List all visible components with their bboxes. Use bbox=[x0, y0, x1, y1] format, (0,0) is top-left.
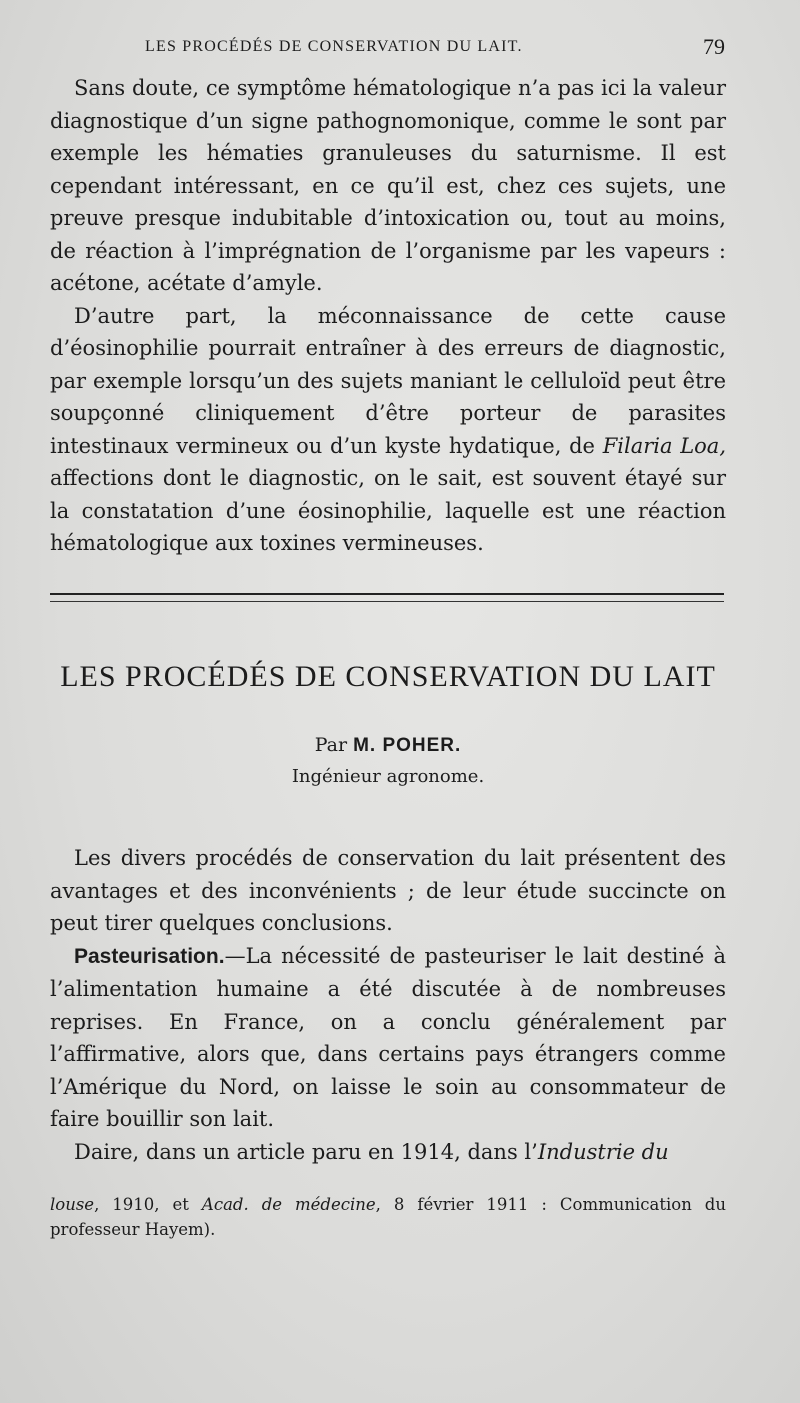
running-title: LES PROCÉDÉS DE CONSERVATION DU LAIT. bbox=[145, 38, 523, 55]
footnote-italic: Acad. de médecine bbox=[201, 1195, 376, 1214]
divider-thick-rule bbox=[50, 593, 724, 595]
running-head bbox=[145, 34, 725, 59]
paragraph bbox=[50, 300, 726, 560]
page-number: 79 bbox=[703, 34, 725, 59]
paragraph-text: —La nécessité de pasteuriser le lait destiné à l’alimentation humaine a été discutée à de nombreuses reprises. En France, on a conclu généralement par l’affirmative, alors que, dans certains pays étrangers comme l’Amérique du Nord, on laisse le soin au consommateur de faire bouillir son lait. bbox=[50, 943, 726, 1131]
footnote-run: , 8 février 1911 : Communication du professeur Hayem). bbox=[50, 1195, 727, 1239]
paragraph-text: Daire, dans un article paru en 1914, dans l’ bbox=[74, 1139, 538, 1164]
footnote-run: , 1910, et bbox=[94, 1195, 202, 1214]
divider-thin-rule bbox=[50, 601, 724, 602]
italic-term: Filaria Loa, bbox=[602, 433, 726, 458]
paragraph-text: affections dont le diagnostic, on le sait, est souvent étayé sur la constatation d’une éosinophilie, laquelle est une réaction hématologique aux toxines vermineuses. bbox=[50, 466, 726, 555]
byline-prefix: Par bbox=[314, 734, 354, 756]
footnote-italic: louse bbox=[50, 1195, 95, 1214]
author-name: M. POHER. bbox=[353, 735, 462, 756]
paragraph bbox=[50, 940, 726, 1136]
previous-article-text bbox=[50, 72, 726, 560]
article-title: LES PROCÉDÉS DE CONSERVATION DU LAIT bbox=[60, 660, 716, 693]
section-heading: Pasteurisation. bbox=[74, 944, 225, 968]
article-body bbox=[50, 842, 726, 1168]
byline bbox=[50, 734, 726, 757]
paragraph bbox=[50, 1136, 726, 1169]
paragraph: Sans doute, ce symptôme hématologique n’a pas ici la valeur diagnostique d’un signe pathognomonique, comme le sont par exemple les hématies granuleuses du saturnisme. Il est cependant intéressant, en ce qu’il est, chez ces sujets, une preuve presque indubitable d’intoxication ou, tout au moins, de réaction à l’imprégnation de l’organisme par les vapeurs : acétone, acétate d’amyle. bbox=[50, 76, 726, 295]
paragraph-text: D’autre part, la méconnaissance de cette cause d’éosinophilie pourrait entraîner à des erreurs de diagnostic, par exemple lorsqu’un des sujets maniant le celluloïd peut être soupçonné cliniquement d’être porteur de parasites intestinaux vermineux ou d’un kyste hydatique, de bbox=[50, 303, 726, 458]
italic-title: Industrie du bbox=[537, 1139, 669, 1164]
author-affiliation: Ingénieur agronome. bbox=[291, 766, 485, 787]
footnote-text bbox=[50, 1192, 726, 1242]
paragraph: Les divers procédés de conservation du lait présentent des avantages et des inconvénients ; de leur étude succincte on peut tirer quelques conclusions. bbox=[50, 846, 726, 935]
footnote bbox=[50, 1192, 726, 1242]
section-divider bbox=[50, 593, 724, 602]
